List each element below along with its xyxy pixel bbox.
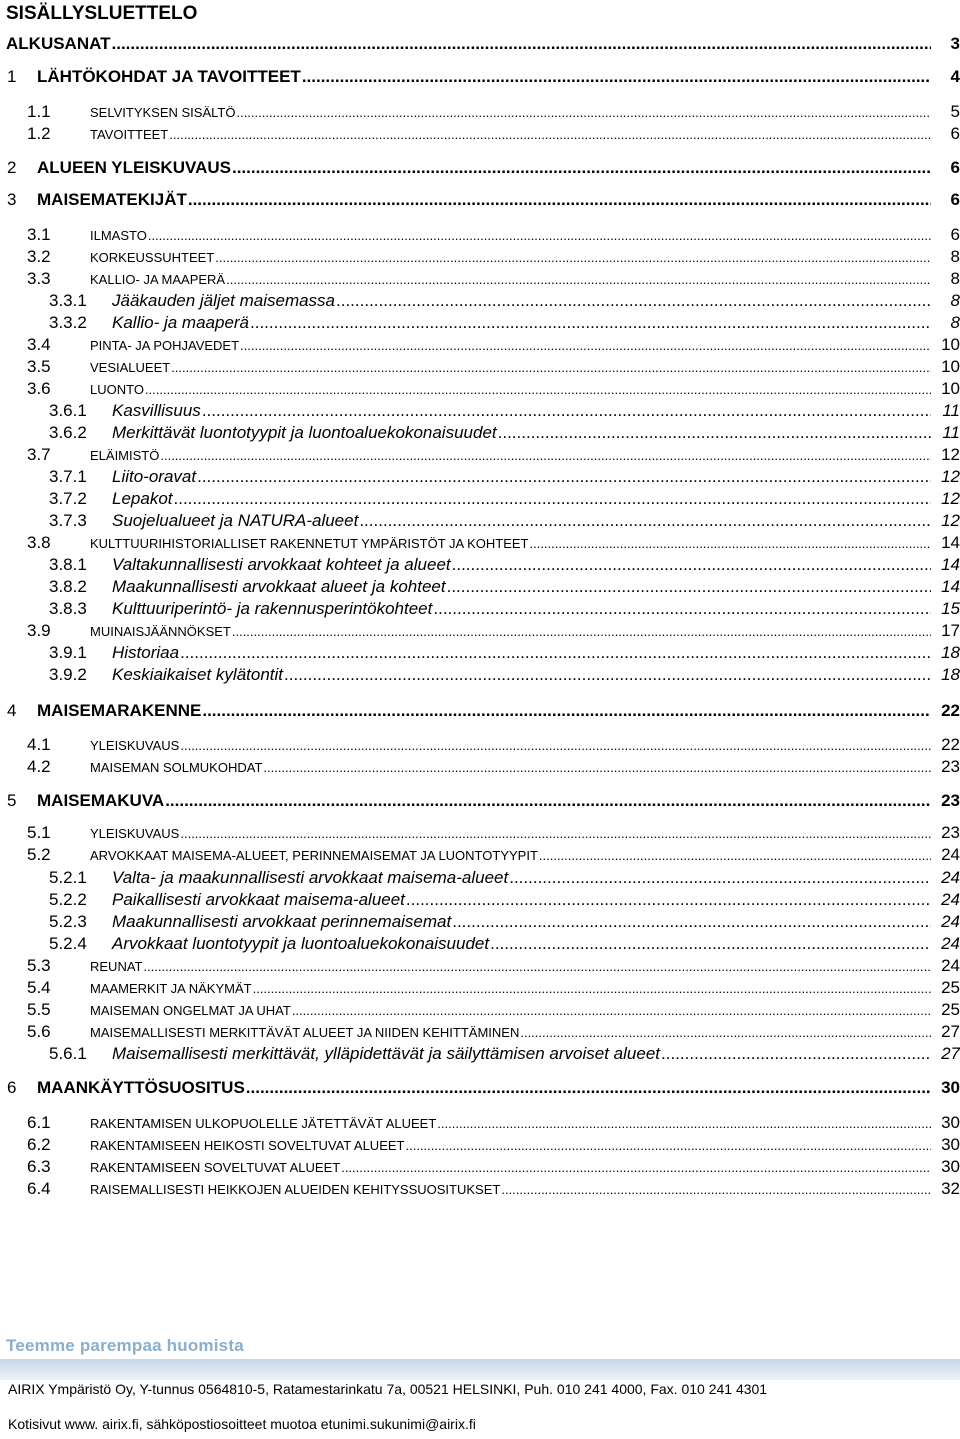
toc-entry-number: 4.2 — [27, 757, 51, 776]
toc-leader-dots — [148, 228, 931, 243]
toc-entry-page: 12 — [941, 445, 960, 464]
toc-leader-dots — [165, 791, 931, 811]
toc-entry[interactable] — [0, 823, 960, 845]
toc-entry-title: Keskiaikaiset kylätontit — [112, 665, 284, 684]
toc-entry-number: 3.6.1 — [49, 401, 87, 420]
toc-entry[interactable] — [0, 489, 960, 511]
toc-entry-number: 3.7.2 — [49, 489, 87, 508]
footer-slogan: Teemme parempaa huomista — [6, 1336, 244, 1355]
toc-entry-number: 5.6 — [27, 1022, 51, 1041]
toc-leader-dots — [246, 1078, 931, 1098]
toc-entry-number: 4 — [7, 701, 17, 720]
footer-company-info: AIRIX Ympäristö Oy, Y-tunnus 0564810-5, Ratamestarinkatu 7a, 00521 HELSINKI, Puh. 010 241 4000, Fax. 010 241 4301 — [8, 1381, 768, 1397]
toc-leader-dots — [215, 250, 931, 265]
toc-leader-dots — [169, 127, 931, 142]
toc-entry-page: 24 — [941, 956, 960, 975]
toc-entry-title: Maisemallisesti merkittävät, ylläpidettävät ja säilyttämisen arvoiset alueet — [112, 1044, 661, 1063]
toc-entry[interactable] — [0, 1157, 960, 1179]
toc-entry-title: KULTTUURIHISTORIALLISET RAKENNETUT YMPÄRISTÖT JA KOHTEET — [90, 536, 529, 551]
toc-entry-page: 6 — [950, 124, 960, 143]
toc-leader-dots — [174, 489, 932, 509]
toc-entry-page: 14 — [941, 533, 960, 552]
toc-entry-number: 3.4 — [27, 335, 51, 354]
toc-entry-title: REUNAT — [90, 959, 143, 974]
toc-leader-dots — [490, 934, 931, 954]
toc-entry[interactable] — [0, 868, 960, 890]
toc-entry-number: 5.4 — [27, 978, 51, 997]
toc-leader-dots — [509, 868, 931, 888]
toc-entry-title: MAISEMARAKENNE — [37, 701, 202, 720]
toc-entry-number: 3.7 — [27, 445, 51, 464]
toc-entry-page: 27 — [941, 1044, 960, 1063]
toc-entry-title: MAISEMAN SOLMUKOHDAT — [90, 760, 263, 775]
toc-entry-page: 10 — [941, 335, 960, 354]
toc-entry-number: 3.7.3 — [49, 511, 87, 530]
toc-entry-title: Arvokkaat luontotyypit ja luontoaluekokonaisuudet — [112, 934, 490, 953]
toc-leader-dots — [143, 959, 931, 974]
toc-leader-dots — [359, 511, 931, 531]
toc-entry-page: 18 — [941, 643, 960, 662]
toc-leader-dots — [452, 555, 931, 575]
toc-entry[interactable] — [0, 956, 960, 978]
toc-entry[interactable] — [0, 621, 960, 643]
toc-entry[interactable] — [0, 401, 960, 423]
toc-entry-number: 3.6.2 — [49, 423, 87, 442]
toc-entry-page: 24 — [941, 912, 960, 931]
toc-leader-dots — [180, 643, 931, 663]
toc-entry-number: 5.1 — [27, 823, 51, 842]
toc-entry-number: 5.2.1 — [49, 868, 87, 887]
toc-entry-number: 3.8.1 — [49, 555, 87, 574]
toc-entry-title: Merkittävät luontotyypit ja luontoaluekokonaisuudet — [112, 423, 497, 442]
toc-entry[interactable] — [0, 1113, 960, 1135]
toc-entry-page: 10 — [941, 379, 960, 398]
toc-entry-number: 3.2 — [27, 247, 51, 266]
toc-entry-title: ALKUSANAT — [6, 34, 111, 53]
toc-entry[interactable] — [0, 735, 960, 757]
toc-entry-page: 12 — [941, 489, 960, 508]
toc-entry-number: 3.9.2 — [49, 665, 87, 684]
toc-leader-dots — [180, 826, 931, 841]
toc-entry-page: 23 — [941, 791, 960, 810]
toc-leader-dots — [292, 1003, 931, 1018]
toc-leader-dots — [437, 1116, 931, 1131]
toc-entry[interactable] — [0, 445, 960, 467]
toc-entry-number: 2 — [7, 158, 17, 177]
toc-entry-title: Kallio- ja maaperä — [112, 313, 250, 332]
toc-entry-page: 25 — [941, 978, 960, 997]
toc-entry[interactable] — [0, 34, 960, 58]
toc-entry[interactable] — [0, 791, 960, 815]
toc-entry[interactable] — [0, 357, 960, 379]
toc-entry-number: 5.6.1 — [49, 1044, 87, 1063]
toc-entry-title: LÄHTÖKOHDAT JA TAVOITTEET — [37, 67, 301, 86]
toc-entry[interactable] — [0, 577, 960, 599]
toc-entry[interactable] — [0, 701, 960, 725]
toc-entry[interactable] — [0, 845, 960, 867]
toc-leader-dots — [240, 338, 931, 353]
toc-entry-page: 24 — [941, 845, 960, 864]
toc-entry-title: MAAMERKIT JA NÄKYMÄT — [90, 981, 252, 996]
toc-entry[interactable] — [0, 1022, 960, 1044]
toc-entry[interactable] — [0, 665, 960, 687]
toc-leader-dots — [160, 448, 931, 463]
toc-entry[interactable] — [0, 1000, 960, 1022]
toc-entry-number: 3.5 — [27, 357, 51, 376]
toc-entry[interactable] — [0, 335, 960, 357]
toc-entry-number: 3.9.1 — [49, 643, 87, 662]
toc-entry-page: 14 — [941, 577, 960, 596]
toc-entry-number: 5.2.3 — [49, 912, 87, 931]
toc-entry-title: MAANKÄYTTÖSUOSITUS — [37, 1078, 245, 1097]
toc-entry-title: TAVOITTEET — [90, 127, 169, 142]
toc-entry-number: 1.2 — [27, 124, 51, 143]
toc-leader-dots — [253, 981, 931, 996]
toc-entry-number: 5.2.2 — [49, 890, 87, 909]
toc-entry-title: MUINAISJÄÄNNÖKSET — [90, 624, 231, 639]
toc-leader-dots — [302, 67, 931, 87]
toc-entry-number: 3.8.2 — [49, 577, 87, 596]
toc-entry-page: 6 — [950, 225, 960, 244]
toc-entry-number: 5.2 — [27, 845, 51, 864]
toc-entry-number: 3.3 — [27, 269, 51, 288]
toc-entry-title: Maakunnallisesti arvokkaat alueet ja kohteet — [112, 577, 446, 596]
toc-entry-page: 32 — [941, 1179, 960, 1198]
toc-entry-page: 12 — [941, 511, 960, 530]
toc-entry-page: 3 — [950, 34, 960, 53]
toc-leader-dots — [232, 158, 931, 178]
toc-entry-page: 8 — [950, 247, 960, 266]
toc-leader-dots — [263, 760, 931, 775]
toc-leader-dots — [180, 738, 931, 753]
toc-entry-number: 6.4 — [27, 1179, 51, 1198]
toc-entry-title: YLEISKUVAUS — [90, 826, 180, 841]
toc-leader-dots — [226, 272, 931, 287]
toc-entry-number: 3.7.1 — [49, 467, 87, 486]
toc-entry-page: 17 — [941, 621, 960, 640]
toc-leader-dots — [520, 1025, 931, 1040]
toc-entry-title: PINTA- JA POHJAVEDET — [90, 338, 240, 353]
toc-entry[interactable] — [0, 190, 960, 214]
toc-entry[interactable] — [0, 423, 960, 445]
toc-leader-dots — [202, 701, 931, 721]
toc-entry-title: ILMASTO — [90, 228, 147, 243]
toc-leader-dots — [341, 1160, 931, 1175]
toc-entry-title: YLEISKUVAUS — [90, 738, 180, 753]
toc-entry[interactable] — [0, 533, 960, 555]
toc-entry-page: 24 — [941, 868, 960, 887]
toc-entry-page: 27 — [941, 1022, 960, 1041]
toc-entry-title: ALUEEN YLEISKUVAUS — [37, 158, 231, 177]
toc-entry-page: 25 — [941, 1000, 960, 1019]
toc-leader-dots — [529, 536, 931, 551]
toc-entry-title: RAISEMALLISESTI HEIKKOJEN ALUEIDEN KEHITYSSUOSITUKSET — [90, 1182, 501, 1197]
toc-entry-number: 3.3.2 — [49, 313, 87, 332]
toc-entry-page: 22 — [941, 701, 960, 720]
toc-entry[interactable] — [0, 555, 960, 577]
toc-entry-title: ELÄIMISTÖ — [90, 448, 160, 463]
toc-entry-title: Historiaa — [112, 643, 180, 662]
toc-entry-title: KALLIO- JA MAAPERÄ — [90, 272, 226, 287]
toc-leader-dots — [447, 577, 931, 597]
toc-entry[interactable] — [0, 124, 960, 146]
toc-entry[interactable] — [0, 599, 960, 621]
toc-entry-page: 4 — [950, 67, 960, 86]
toc-entry-number: 1.1 — [27, 102, 51, 121]
toc-entry[interactable] — [0, 1179, 960, 1201]
toc-entry-title: Valta- ja maakunnallisesti arvokkaat maisema-alueet — [112, 868, 509, 887]
toc-entry-page: 6 — [950, 158, 960, 177]
toc-leader-dots — [452, 912, 931, 932]
toc-entry-page: 22 — [941, 735, 960, 754]
toc-leader-dots — [406, 890, 931, 910]
toc-entry-page: 8 — [950, 313, 960, 332]
toc-entry-number: 5.3 — [27, 956, 51, 975]
toc-entry[interactable] — [0, 934, 960, 956]
toc-entry[interactable] — [0, 757, 960, 779]
toc-entry-page: 24 — [941, 890, 960, 909]
toc-leader-dots — [232, 624, 931, 639]
toc-entry[interactable] — [0, 912, 960, 934]
toc-leader-dots — [171, 360, 931, 375]
toc-entry-page: 15 — [941, 599, 960, 618]
toc-entry-page: 18 — [941, 665, 960, 684]
toc-entry[interactable] — [0, 1044, 960, 1066]
toc-entry-title: LUONTO — [90, 382, 144, 397]
toc-entry-title: MAISEMAN ONGELMAT JA UHAT — [90, 1003, 291, 1018]
page-title: SISÄLLYSLUETTELO — [6, 3, 198, 24]
toc-entry-number: 5.2.4 — [49, 934, 87, 953]
toc-leader-dots — [284, 665, 931, 685]
toc-leader-dots — [661, 1044, 931, 1064]
toc-entry-page: 14 — [941, 555, 960, 574]
toc-entry-number: 3.8.3 — [49, 599, 87, 618]
toc-leader-dots — [501, 1182, 931, 1197]
toc-entry-number: 3.3.1 — [49, 291, 87, 310]
toc-entry-page: 23 — [941, 757, 960, 776]
toc-entry-number: 4.1 — [27, 735, 51, 754]
toc-entry-page: 11 — [942, 401, 960, 420]
toc-entry-title: MAISEMALLISESTI MERKITTÄVÄT ALUEET JA NIIDEN KEHITTÄMINEN — [90, 1025, 520, 1040]
toc-entry[interactable] — [0, 313, 960, 335]
toc-entry-title: Liito-oravat — [112, 467, 197, 486]
toc-entry-number: 6 — [7, 1078, 17, 1097]
toc-entry-page: 30 — [941, 1078, 960, 1097]
toc-leader-dots — [539, 848, 931, 863]
toc-entry-number: 3 — [7, 190, 17, 209]
toc-entry-title: RAKENTAMISEN ULKOPUOLELLE JÄTETTÄVÄT ALUEET — [90, 1116, 437, 1131]
toc-entry-title: VESIALUEET — [90, 360, 171, 375]
toc-leader-dots — [498, 423, 931, 443]
toc-entry-number: 3.8 — [27, 533, 51, 552]
toc-entry-title: SELVITYKSEN SISÄLTÖ — [90, 105, 236, 120]
toc-entry-title: Kulttuuriperintö- ja rakennusperintökohteet — [112, 599, 433, 618]
toc-entry-title: Paikallisesti arvokkaat maisema-alueet — [112, 890, 405, 909]
toc-entry[interactable] — [0, 1135, 960, 1157]
toc-entry-title: RAKENTAMISEEN SOVELTUVAT ALUEET — [90, 1160, 341, 1175]
toc-entry[interactable] — [0, 643, 960, 665]
toc-entry[interactable] — [0, 467, 960, 489]
toc-entry-number: 6.3 — [27, 1157, 51, 1176]
toc-entry-title: Valtakunnallisesti arvokkaat kohteet ja alueet — [112, 555, 451, 574]
toc-entry-title: Maakunnallisesti arvokkaat perinnemaisemat — [112, 912, 452, 931]
toc-entry-title: Suojelualueet ja NATURA-alueet — [112, 511, 359, 530]
toc-leader-dots — [145, 382, 931, 397]
toc-entry[interactable] — [0, 511, 960, 533]
toc-entry-page: 6 — [950, 190, 960, 209]
toc-leader-dots — [188, 190, 931, 210]
toc-entry-page: 12 — [941, 467, 960, 486]
toc-entry[interactable] — [0, 225, 960, 247]
toc-entry-page: 30 — [941, 1113, 960, 1132]
footer-divider-bar — [0, 1359, 960, 1380]
toc-entry[interactable] — [0, 67, 960, 91]
toc-entry-title: MAISEMAKUVA — [37, 791, 165, 810]
toc-entry-page: 11 — [942, 423, 960, 442]
toc-leader-dots — [250, 313, 931, 333]
toc-entry-title: Jääkauden jäljet maisemassa — [112, 291, 336, 310]
toc-entry-title: MAISEMATEKIJÄT — [37, 190, 187, 209]
toc-leader-dots — [405, 1138, 931, 1153]
toc-entry-number: 3.1 — [27, 225, 51, 244]
toc-leader-dots — [236, 105, 931, 120]
toc-entry[interactable] — [0, 978, 960, 1000]
toc-entry[interactable] — [0, 379, 960, 401]
toc-entry[interactable] — [0, 291, 960, 313]
toc-entry-page: 8 — [950, 269, 960, 288]
toc-entry-number: 5 — [7, 791, 17, 810]
toc-leader-dots — [336, 291, 931, 311]
toc-entry-number: 6.2 — [27, 1135, 51, 1154]
toc-entry[interactable] — [0, 1078, 960, 1102]
toc-leader-dots — [202, 401, 931, 421]
toc-entry-number: 1 — [7, 67, 17, 86]
toc-leader-dots — [112, 34, 931, 54]
toc-entry-title: KORKEUSSUHTEET — [90, 250, 215, 265]
toc-entry-number: 3.9 — [27, 621, 51, 640]
toc-entry-page: 24 — [941, 934, 960, 953]
toc-entry-number: 3.6 — [27, 379, 51, 398]
toc-entry[interactable] — [0, 247, 960, 269]
toc-entry-page: 5 — [950, 102, 960, 121]
toc-entry-page: 10 — [941, 357, 960, 376]
toc-entry-number: 5.5 — [27, 1000, 51, 1019]
toc-entry-number: 6.1 — [27, 1113, 51, 1132]
toc-leader-dots — [433, 599, 931, 619]
toc-entry-page: 30 — [941, 1157, 960, 1176]
toc-entry-page: 8 — [950, 291, 960, 310]
toc-entry[interactable] — [0, 890, 960, 912]
toc-entry-title: Lepakot — [112, 489, 173, 508]
toc-entry-title: Kasvillisuus — [112, 401, 201, 420]
toc-leader-dots — [197, 467, 931, 487]
footer-web-info: Kotisivut www. airix.fi, sähköpostiosoitteet muotoa etunimi.sukunimi@airix.fi — [8, 1416, 476, 1432]
toc-entry-title: ARVOKKAAT MAISEMA-ALUEET, PERINNEMAISEMAT JA LUONTOTYYPIT — [90, 848, 538, 863]
toc-entry[interactable] — [0, 269, 960, 291]
toc-entry-title: RAKENTAMISEEN HEIKOSTI SOVELTUVAT ALUEET — [90, 1138, 405, 1153]
toc-entry-page: 23 — [941, 823, 960, 842]
toc-entry-page: 30 — [941, 1135, 960, 1154]
toc-entry[interactable] — [0, 102, 960, 124]
toc-entry[interactable] — [0, 158, 960, 182]
